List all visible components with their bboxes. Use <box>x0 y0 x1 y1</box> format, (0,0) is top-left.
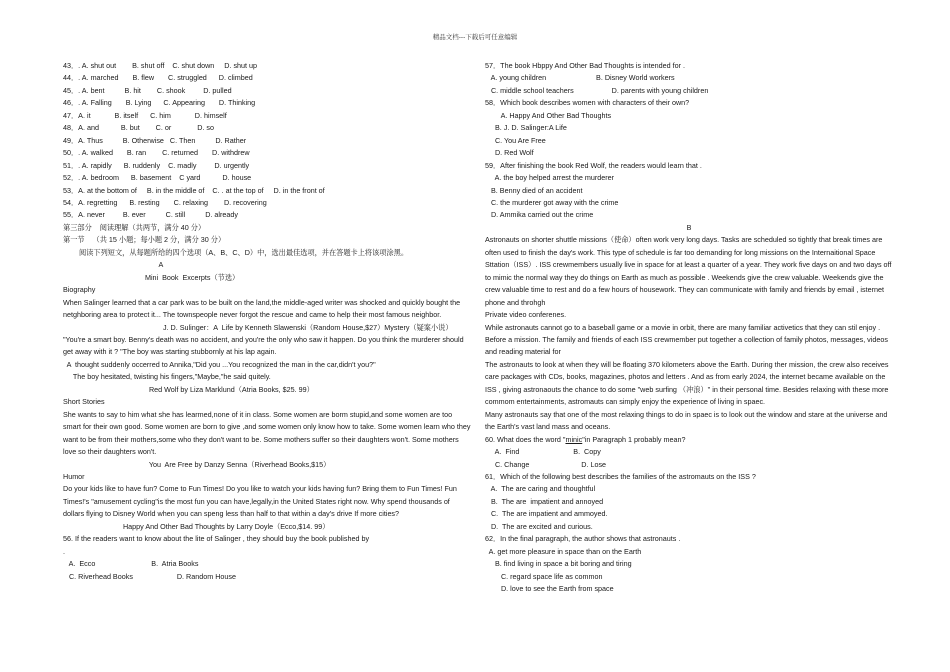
right-line: Astronauts on shorter shuttle missions（使命）often work very long days. Tasks are scheduled so tightly that break times are often used to finish the day's work. This type of schedule is far too demanding for long missions on the Internaitional Space Sttation（ISS）. ISS crewmembers usually live in space for at least a quarter of a year. They work five days on and two days off to mimic the normal way they do things on Earth as much as possible . Weekends give the crew valuable. Weekends give the crew valuable time to rest and do a few hours of housework. They can communicate with family and friends by email , isternet phone and throhgh <box>485 235 892 307</box>
right-line: 58．Which book describes women with characters of their own? <box>485 98 690 108</box>
left-column <box>63 60 471 583</box>
left-line: Red Wolf by Liza Marklund（Atria Books, $25. 99） <box>123 384 314 394</box>
left-line: 55．A. never B. ever C. still D. already <box>63 210 238 220</box>
left-line: 53．A. at the bottom of B. in the middle of C. . at the top of D. in the front of <box>63 185 325 195</box>
right-column <box>485 60 893 595</box>
left-line: Humor <box>63 471 85 481</box>
right-line: C. middle school teachers D. parents with young children <box>485 85 709 95</box>
left-line: Happy And Other Bad Thoughts by Larry Doyle（Ecco,$14. 99） <box>107 521 330 531</box>
left-line: 51．. A. rapidly B. ruddenly C. madly D. urgently <box>63 160 250 170</box>
right-line: 59．After finishing the book Red Wolf, the readers would learn that . <box>485 160 702 170</box>
right-line: A. Happy And Other Bad Thoughts <box>485 110 612 120</box>
right-line: B. Benny died of an accident <box>485 185 583 195</box>
right-line: A. The are caring and thoughtful <box>485 484 596 494</box>
right-line: B. J. D. Salinger:A Life <box>485 123 567 133</box>
left-line: 45．. A. bent B. hit C. shook D. pulled <box>63 85 232 95</box>
right-line: A. the boy helped arrest the murderer <box>485 173 615 183</box>
right-line: While astronauts cannot go to a baseball game or a movie in orbit, there are many familiar activetics that they can stil enjoy . Before a mission. The family and friends of each ISS crewmember put together a collection of family photos, messages, videos and reading material for <box>485 322 888 357</box>
right-line: C. You Are Free <box>485 135 546 145</box>
left-line: She wants to say to him what she has learmed,none of it in class. Some women are borm stupid,and some women are too smart for their own good. Some women are born to give ,and some women only know how to take. Some women learn who they want to be from their mothers,some who they don't want to be. Some mothers suffer so their daughters won't. Some mothers love so their daughters won't. <box>63 409 471 457</box>
right-line: C. regard space life as common <box>485 571 603 581</box>
right-line: D. Ammika carried out the crime <box>485 210 594 220</box>
right-line <box>485 434 893 446</box>
left-line: Short Stories <box>63 397 105 407</box>
right-line: A. Find B. Copy <box>485 447 601 457</box>
question-text: "in Paragraph 1 probably mean? <box>582 434 686 444</box>
right-line: 57．The book Hbppy And Other Bad Thoughts is intended for . <box>485 61 686 70</box>
left-line: 56. If the readers want to know about the lite of Salinger , they should buy the book published by <box>63 534 370 544</box>
left-line: C. Riverhead Books D. Random House <box>63 571 236 581</box>
left-line: J. D. Sulinger：A Life by Kenneth Slawenski（Random House,$27）Mystery（疑案小说） <box>123 322 453 332</box>
left-line: A <box>123 260 164 270</box>
right-line: C. the murderer got away with the crime <box>485 197 619 207</box>
right-line: A. get more pleasure in space than on the Earth <box>485 546 642 556</box>
left-line: The boy hesitated, twisting his fingers,"Maybe,"he said quitely. <box>63 372 271 382</box>
right-line: The astronauts to look at when they will be floating 370 kilometers above the Earth. During ther mission, the crew also receives care packages with CDs, books, magazines, photos and letters . And as from early 2024, the internet became available on the ISS , giving astronaouts the chance to do some "web surfing （冲浪）" in their personal time. Besides relaxing with these more commom entertainments, astromauts can simply enjoy the experience of living in spaec. <box>485 359 889 407</box>
right-line: C. Change D. Lose <box>485 459 607 469</box>
left-line: "You're a smart boy. Benny's death was no accident, and you're the only who saw it happen. Do you think the murderer should get away with it ? "The boy was starting stubbornly at his lap again. <box>63 334 464 357</box>
right-line: D. Red Wolf <box>485 148 534 158</box>
right-line: D. love to see the Earth from space <box>485 584 614 594</box>
right-line: B <box>686 222 692 232</box>
right-line: A. young children B. Disney World workers <box>485 73 675 83</box>
right-line: Many astronauts say that one of the most relaxing things to do in spaec is to look out the window and stare at the universe and the Earth's vast land mass and oceans. <box>485 409 888 432</box>
right-line: B. The are impatient and annoyed <box>485 496 604 506</box>
left-line: When Salinger learned that a car park was to be built on the land,the middle-aged writer was shocked and quickly bought the netghboring area to protect it... The townspeople never forgot the rescue and came to help their most famous neighbor. <box>63 297 461 320</box>
left-line: . <box>63 546 65 556</box>
left-line: Mini Book Excerpts（节选） <box>123 272 240 282</box>
left-line: 48．A. and B. but C. or D. so <box>63 123 214 133</box>
left-line: 阅读下列短文，从每题所给的四个选项（A、B、C、D）中，选出最佳选项，并在答题卡上将该项涂黑。 <box>79 247 409 257</box>
right-line: C. The are impatient and ammoyed. <box>485 509 608 519</box>
left-line: You Are Free by Danzy Senna（Riverhead Books,$15） <box>123 459 331 469</box>
left-line: 54．A. regretting B. resting C. relaxing D. recovering <box>63 197 267 207</box>
left-line: 49．A. Thus B. Otherwise C. Then D. Rather <box>63 135 247 145</box>
right-line: 62．In the final paragraph, the author shows that astronauts . <box>485 534 681 544</box>
left-line: Do your kids like to have fun? Come to Fun Times! Do you like to watch your kids having fun? Bring them to Fun Times! Fun Times!'s "amusement cycling"is the most fun you can have,legally,in the United States right now. Why spend thousands of dollars flying to Disney World when you can speng less than half to that within a day's drive If more cities? <box>63 484 457 519</box>
left-line: 第三部分 阅读理解（共两节，满分 40 分） <box>63 222 206 232</box>
right-line: B. find living in space a bit boring and tiring <box>485 559 632 569</box>
left-line: 44．. A. marched B. flew C. struggled D. climbed <box>63 73 253 83</box>
right-line: Private video conferenes. <box>485 310 567 320</box>
question-text: 60. What does the word " <box>485 434 566 444</box>
right-line: D. The are excited and curious. <box>485 521 593 531</box>
left-line: 47．A. it B. itself C. him D. himself <box>63 110 227 120</box>
left-line: 46．. A. Falling B. Lying C. Appearing D. Thinking <box>63 98 256 108</box>
page-header: 精品文档---下载后可任意编辑 <box>432 34 518 41</box>
left-line: A. Ecco B. Atria Books <box>63 559 199 569</box>
left-line: 第一节 （共 15 小题；每小题 2 分，满分 30 分） <box>63 235 226 245</box>
left-line: A thought suddenly occerred to Annika,"Did you ...You recognized the man in the car,didn't you?" <box>63 359 376 369</box>
left-line: 43．. A. shut out B. shut off C. shut down D. shut up <box>63 61 258 70</box>
left-line: 50．. A. walked B. ran C. returned D. withdrew <box>63 148 250 158</box>
underlined-word: minic <box>565 434 583 444</box>
right-line: 61．Which of the following best describes the families of the astromauts on the ISS ? <box>485 471 756 481</box>
left-line: 52．. A. bedroom B. basement C yard D. house <box>63 173 252 183</box>
left-line: Biography <box>63 285 96 295</box>
